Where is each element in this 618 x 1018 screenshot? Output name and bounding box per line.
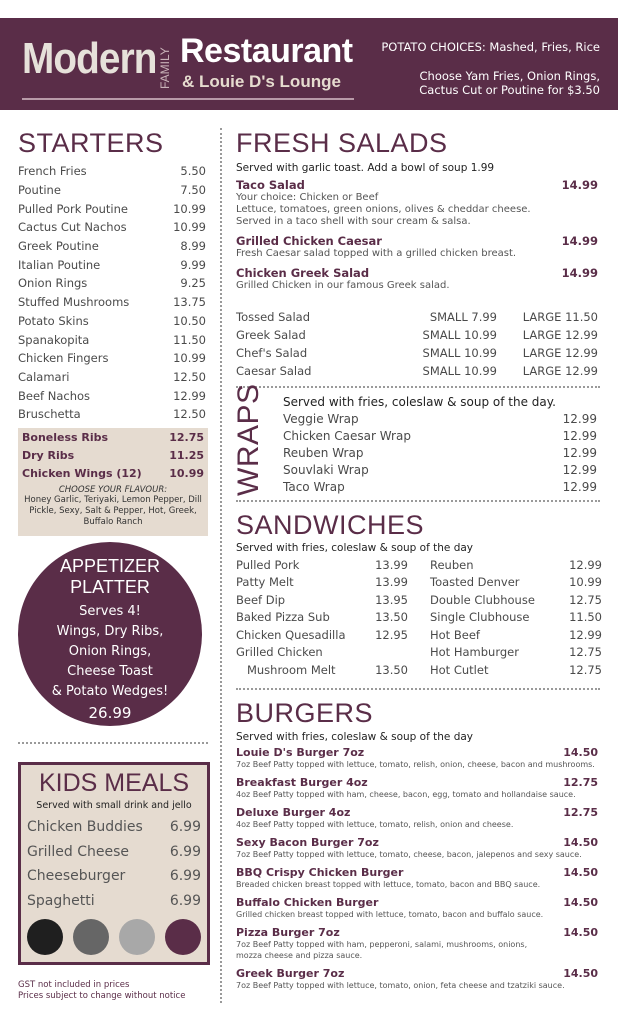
- divider: [236, 500, 600, 502]
- item-price: 9.25: [180, 276, 206, 291]
- menu-item: [22, 464, 204, 482]
- menu-item: [430, 661, 602, 679]
- item-price: 14.99: [561, 178, 598, 192]
- upgrade-line-1: Choose Yam Fries, Onion Rings,: [419, 69, 600, 83]
- featured-salads: [236, 178, 598, 298]
- item-price: 10.99: [173, 351, 206, 366]
- color-swatch: [27, 919, 63, 955]
- item-description: Fresh Caesar salad topped with a grilled chicken breast.: [236, 248, 517, 259]
- menu-item: [283, 427, 597, 444]
- menu-item: [236, 344, 598, 362]
- sandwiches-left: [236, 556, 408, 679]
- item-description: 4oz Beef Patty topped with lettuce, tomato, relish, onion and cheese.: [236, 820, 514, 829]
- burger-item: [236, 866, 598, 890]
- large-price: LARGE 12.99: [522, 328, 598, 342]
- item-name: Reuben: [430, 557, 474, 572]
- menu-item: [22, 446, 204, 464]
- item-price: 14.50: [563, 866, 598, 879]
- item-price: 10.99: [169, 466, 204, 480]
- logo-underline: [22, 98, 354, 100]
- item-description: 7oz Beef Patty topped with lettuce, tomato, cheese, bacon, jalepenos and sexy sauce.: [236, 850, 582, 859]
- kids-title: KIDS MEALS: [38, 769, 190, 797]
- item-name: Beef Nachos: [18, 388, 91, 403]
- logo-restaurant: Restaurant: [180, 32, 353, 70]
- large-price: LARGE 11.50: [522, 310, 598, 324]
- item-name: Toasted Denver: [430, 575, 520, 590]
- large-price: LARGE 12.99: [522, 364, 598, 378]
- menu-item: [18, 405, 206, 424]
- salad-item: [236, 234, 598, 260]
- item-name: Calamari: [18, 369, 70, 384]
- item-name: Chef's Salad: [236, 346, 308, 360]
- item-price: 12.99: [562, 428, 597, 443]
- divider: [18, 742, 208, 744]
- burger-item: [236, 806, 598, 830]
- item-price: 12.75: [563, 806, 598, 819]
- item-name: Hot Cutlet: [430, 662, 489, 677]
- item-price: 12.99: [562, 462, 597, 477]
- item-price: 5.50: [180, 164, 206, 179]
- burger-item: [236, 926, 598, 961]
- menu-item: [18, 218, 206, 237]
- item-name: Greek Salad: [236, 328, 306, 342]
- item-name: Patty Melt: [236, 575, 294, 590]
- menu-item: [18, 181, 206, 200]
- small-price: SMALL 10.99: [422, 364, 497, 378]
- item-price: 14.50: [563, 896, 598, 909]
- item-name: Greek Burger 7oz: [236, 967, 345, 980]
- item-name: Taco Salad: [236, 178, 305, 192]
- divider: [236, 386, 600, 388]
- wraps-title: WRAPS: [232, 383, 265, 496]
- salad-item: [236, 266, 598, 292]
- logo-modern: Modern: [22, 34, 157, 83]
- item-price: 6.99: [169, 843, 201, 860]
- item-price: 14.50: [563, 836, 598, 849]
- item-name: BBQ Crispy Chicken Burger: [236, 866, 404, 879]
- item-name: Boneless Ribs: [22, 430, 109, 444]
- item-name: Poutine: [18, 183, 61, 198]
- item-price: 12.50: [173, 407, 206, 422]
- item-name: Chicken Caesar Wrap: [283, 428, 411, 443]
- menu-item: [27, 864, 201, 889]
- item-price: 12.75: [563, 776, 598, 789]
- item-description: 7oz Beef Patty topped with lettuce, tomato, onion, feta cheese and tzatziki sauce.: [236, 981, 565, 990]
- burger-item: [236, 896, 598, 920]
- sandwiches-title: SANDWICHES: [236, 510, 425, 540]
- kids-subtitle: Served with small drink and jello: [36, 800, 192, 811]
- item-name: Breakfast Burger 4oz: [236, 776, 368, 789]
- burger-item: [236, 836, 598, 860]
- menu-item: [236, 326, 598, 344]
- menu-item: [27, 840, 201, 865]
- item-name: Pulled Pork: [236, 557, 300, 572]
- menu-item: [430, 574, 602, 592]
- column-divider: [220, 128, 222, 1003]
- item-name: Reuben Wrap: [283, 445, 364, 460]
- item-price: 13.99: [375, 575, 408, 590]
- item-description: Served in a taco shell with sour cream & salsa.: [236, 216, 471, 227]
- item-price: 14.50: [563, 967, 598, 980]
- item-price: 8.99: [180, 239, 206, 254]
- item-price: 10.99: [173, 220, 206, 235]
- small-price: SMALL 10.99: [422, 346, 497, 360]
- menu-item: [18, 274, 206, 293]
- burger-item: [236, 967, 598, 991]
- color-swatch: [73, 919, 109, 955]
- menu-item: [430, 556, 602, 574]
- menu-item: [22, 428, 204, 446]
- item-name: Spanakopita: [18, 332, 90, 347]
- menu-item: [236, 556, 408, 574]
- item-price: 12.99: [569, 557, 602, 572]
- menu-item: [430, 644, 602, 662]
- item-name: Buffalo Chicken Burger: [236, 896, 379, 909]
- large-price: LARGE 12.99: [522, 346, 598, 360]
- menu-item: [236, 574, 408, 592]
- menu-item: [18, 162, 206, 181]
- item-price: 12.99: [562, 411, 597, 426]
- burgers-subtitle: Served with fries, coleslaw & soup of the day: [236, 731, 474, 743]
- sized-salads: [236, 308, 598, 380]
- item-name: Dry Ribs: [22, 448, 75, 462]
- item-name: Souvlaki Wrap: [283, 462, 369, 477]
- item-name: Tossed Salad: [236, 310, 311, 324]
- item-price: 12.75: [569, 662, 602, 677]
- menu-item: [283, 478, 597, 495]
- potato-choices: POTATO CHOICES: Mashed, Fries, Rice: [381, 40, 600, 54]
- menu-item: [236, 362, 598, 380]
- small-price: SMALL 10.99: [422, 328, 497, 342]
- item-name: Double Clubhouse: [430, 592, 535, 607]
- item-name: Louie D's Burger 7oz: [236, 746, 365, 759]
- logo-lounge: & Louie D's Lounge: [182, 72, 341, 91]
- kids-meals-box: [18, 762, 210, 965]
- platter-line: Serves 4!: [79, 604, 141, 619]
- platter-line: Onion Rings,: [68, 644, 152, 659]
- menu-item: [18, 199, 206, 218]
- item-price: 14.99: [561, 234, 598, 248]
- item-description: Breaded chicken breast topped with lettuce, tomato, bacon and BBQ sauce.: [236, 880, 541, 889]
- menu-item: [283, 444, 597, 461]
- item-name: Chicken Greek Salad: [236, 266, 370, 280]
- menu-item: [236, 609, 408, 627]
- item-description: Lettuce, tomatoes, green onions, olives & cheddar cheese.: [236, 204, 531, 215]
- item-price: 13.75: [173, 295, 206, 310]
- logo-family: FAMILY: [158, 47, 172, 89]
- item-name: Chicken Buddies: [27, 819, 143, 836]
- item-price: 13.50: [375, 610, 408, 625]
- menu-item: [18, 330, 206, 349]
- item-description: Grilled Chicken in our famous Greek salad.: [236, 280, 450, 291]
- wings-box: [18, 428, 208, 536]
- item-name: Spaghetti: [27, 892, 95, 909]
- item-name: Cheeseburger: [27, 868, 126, 885]
- menu-item: [236, 626, 408, 644]
- item-name: Beef Dip: [236, 592, 286, 607]
- item-name: Stuffed Mushrooms: [18, 295, 130, 310]
- starters-title: STARTERS: [18, 128, 164, 158]
- item-name: Mushroom Melt: [236, 662, 336, 677]
- menu-item: [27, 815, 201, 840]
- flavour-title: CHOOSE YOUR FLAVOUR:: [58, 485, 168, 495]
- item-name: Hot Hamburger: [430, 645, 519, 660]
- menu-item: [283, 461, 597, 478]
- menu-item: [18, 386, 206, 405]
- item-name: Onion Rings: [18, 276, 88, 291]
- item-name: Veggie Wrap: [283, 411, 359, 426]
- menu-item: [283, 410, 597, 427]
- item-name: Italian Poutine: [18, 257, 101, 272]
- item-description: mozza cheese and pizza sauce.: [236, 951, 363, 960]
- item-name: French Fries: [18, 164, 87, 179]
- small-price: SMALL 7.99: [429, 310, 497, 324]
- item-price: 13.99: [375, 557, 408, 572]
- platter-line: & Potato Wedges!: [51, 684, 169, 699]
- item-price: 12.50: [173, 369, 206, 384]
- item-price: 6.99: [169, 892, 201, 909]
- item-name: Chicken Wings (12): [22, 466, 142, 480]
- item-price: 9.99: [180, 257, 206, 272]
- appetizer-platter-badge: [18, 542, 202, 726]
- sandwiches-subtitle: Served with fries, coleslaw & soup of the day: [236, 542, 474, 554]
- item-price: 6.99: [169, 819, 201, 836]
- burger-item: [236, 746, 598, 770]
- item-name: Greek Poutine: [18, 239, 99, 254]
- item-price: 13.95: [375, 592, 408, 607]
- sandwiches-right: [430, 556, 602, 679]
- item-price: 12.99: [173, 388, 206, 403]
- menu-item: [18, 293, 206, 312]
- item-name: Baked Pizza Sub: [236, 610, 330, 625]
- platter-title-1: APPETIZER: [59, 556, 161, 576]
- item-price: 12.75: [569, 592, 602, 607]
- platter-line: Cheese Toast: [67, 664, 153, 679]
- item-name: Taco Wrap: [283, 479, 345, 494]
- menu-item: [236, 644, 408, 662]
- item-price: 14.50: [563, 926, 598, 939]
- salads-title: FRESH SALADS: [236, 128, 448, 158]
- item-name: Chicken Fingers: [18, 351, 109, 366]
- menu-item: [430, 609, 602, 627]
- upgrade-line-2: Cactus Cut or Poutine for $3.50: [419, 83, 600, 97]
- item-name: Pizza Burger 7oz: [236, 926, 340, 939]
- gst-note: GST not included in prices: [18, 980, 130, 990]
- item-price: 7.50: [180, 183, 206, 198]
- item-price: 11.50: [173, 332, 206, 347]
- item-price: 12.99: [569, 627, 602, 642]
- platter-title-2: PLATTER: [70, 577, 150, 597]
- menu-item: [18, 255, 206, 274]
- wraps-list: [283, 410, 597, 495]
- burgers-title: BURGERS: [236, 698, 374, 728]
- menu-item: [430, 626, 602, 644]
- color-swatch: [119, 919, 155, 955]
- burger-item: [236, 776, 598, 800]
- item-name: Single Clubhouse: [430, 610, 530, 625]
- color-swatches: [27, 919, 201, 955]
- burgers-list: [236, 746, 598, 997]
- item-name: Grilled Cheese: [27, 843, 130, 860]
- item-price: 11.50: [569, 610, 602, 625]
- divider: [236, 688, 600, 690]
- item-name: Grilled Chicken: [236, 645, 323, 660]
- item-name: Chicken Quesadilla: [236, 627, 346, 642]
- menu-item: [236, 308, 598, 326]
- item-price: 12.75: [569, 645, 602, 660]
- menu-item: [236, 591, 408, 609]
- item-price: 12.75: [169, 430, 204, 444]
- item-price: 10.50: [173, 313, 206, 328]
- flavour-list: Honey Garlic, Teriyaki, Lemon Pepper, Dill Pickle, Sexy, Salt & Pepper, Hot, Greek, Buffalo Ranch: [24, 495, 202, 527]
- item-name: Grilled Chicken Caesar: [236, 234, 382, 248]
- footer-note: [18, 980, 185, 1002]
- item-name: Caesar Salad: [236, 364, 312, 378]
- item-price: 10.99: [569, 575, 602, 590]
- menu-item: [236, 661, 408, 679]
- item-price: 13.50: [375, 662, 408, 677]
- item-price: 12.99: [562, 445, 597, 460]
- item-price: 10.99: [173, 201, 206, 216]
- item-price: 14.99: [561, 266, 598, 280]
- color-swatch: [165, 919, 201, 955]
- item-description: 7oz Beef Patty topped with lettuce, tomato, relish, onion, cheese, bacon and mushrooms.: [236, 760, 595, 769]
- salads-subtitle: Served with garlic toast. Add a bowl of soup 1.99: [236, 162, 495, 174]
- item-description: 4oz Beef Patty topped with ham, cheese, bacon, egg, tomato and hollandaise sauce.: [236, 790, 576, 799]
- item-name: Cactus Cut Nachos: [18, 220, 127, 235]
- item-name: Deluxe Burger 4oz: [236, 806, 351, 819]
- menu-item: [18, 237, 206, 256]
- menu-item: [27, 889, 201, 914]
- menu-header: [0, 18, 618, 110]
- platter-line: Wings, Dry Ribs,: [56, 624, 164, 639]
- platter-price: 26.99: [88, 704, 132, 722]
- starters-list: [18, 162, 206, 424]
- item-name: Potato Skins: [18, 313, 89, 328]
- price-note: Prices subject to change without notice: [18, 991, 186, 1001]
- item-name: Bruschetta: [18, 407, 81, 422]
- item-price: 12.95: [375, 627, 408, 642]
- wraps-subtitle: Served with fries, coleslaw & soup of the day.: [283, 395, 556, 409]
- item-name: Pulled Pork Poutine: [18, 201, 128, 216]
- item-price: 6.99: [169, 868, 201, 885]
- menu-item: [18, 312, 206, 331]
- item-name: Hot Beef: [430, 627, 480, 642]
- menu-item: [18, 349, 206, 368]
- item-price: 11.25: [169, 448, 204, 462]
- item-description: 7oz Beef Patty topped with ham, pepperoni, salami, mushrooms, onions,: [236, 940, 528, 949]
- item-price: 12.99: [562, 479, 597, 494]
- item-description: Grilled chicken breast topped with lettuce, tomato, bacon and buffalo sauce.: [236, 910, 544, 919]
- salad-item: [236, 178, 598, 228]
- menu-item: [430, 591, 602, 609]
- item-price: 14.50: [563, 746, 598, 759]
- menu-item: [18, 368, 206, 387]
- item-description: Your choice: Chicken or Beef: [236, 192, 379, 203]
- item-name: Sexy Bacon Burger 7oz: [236, 836, 379, 849]
